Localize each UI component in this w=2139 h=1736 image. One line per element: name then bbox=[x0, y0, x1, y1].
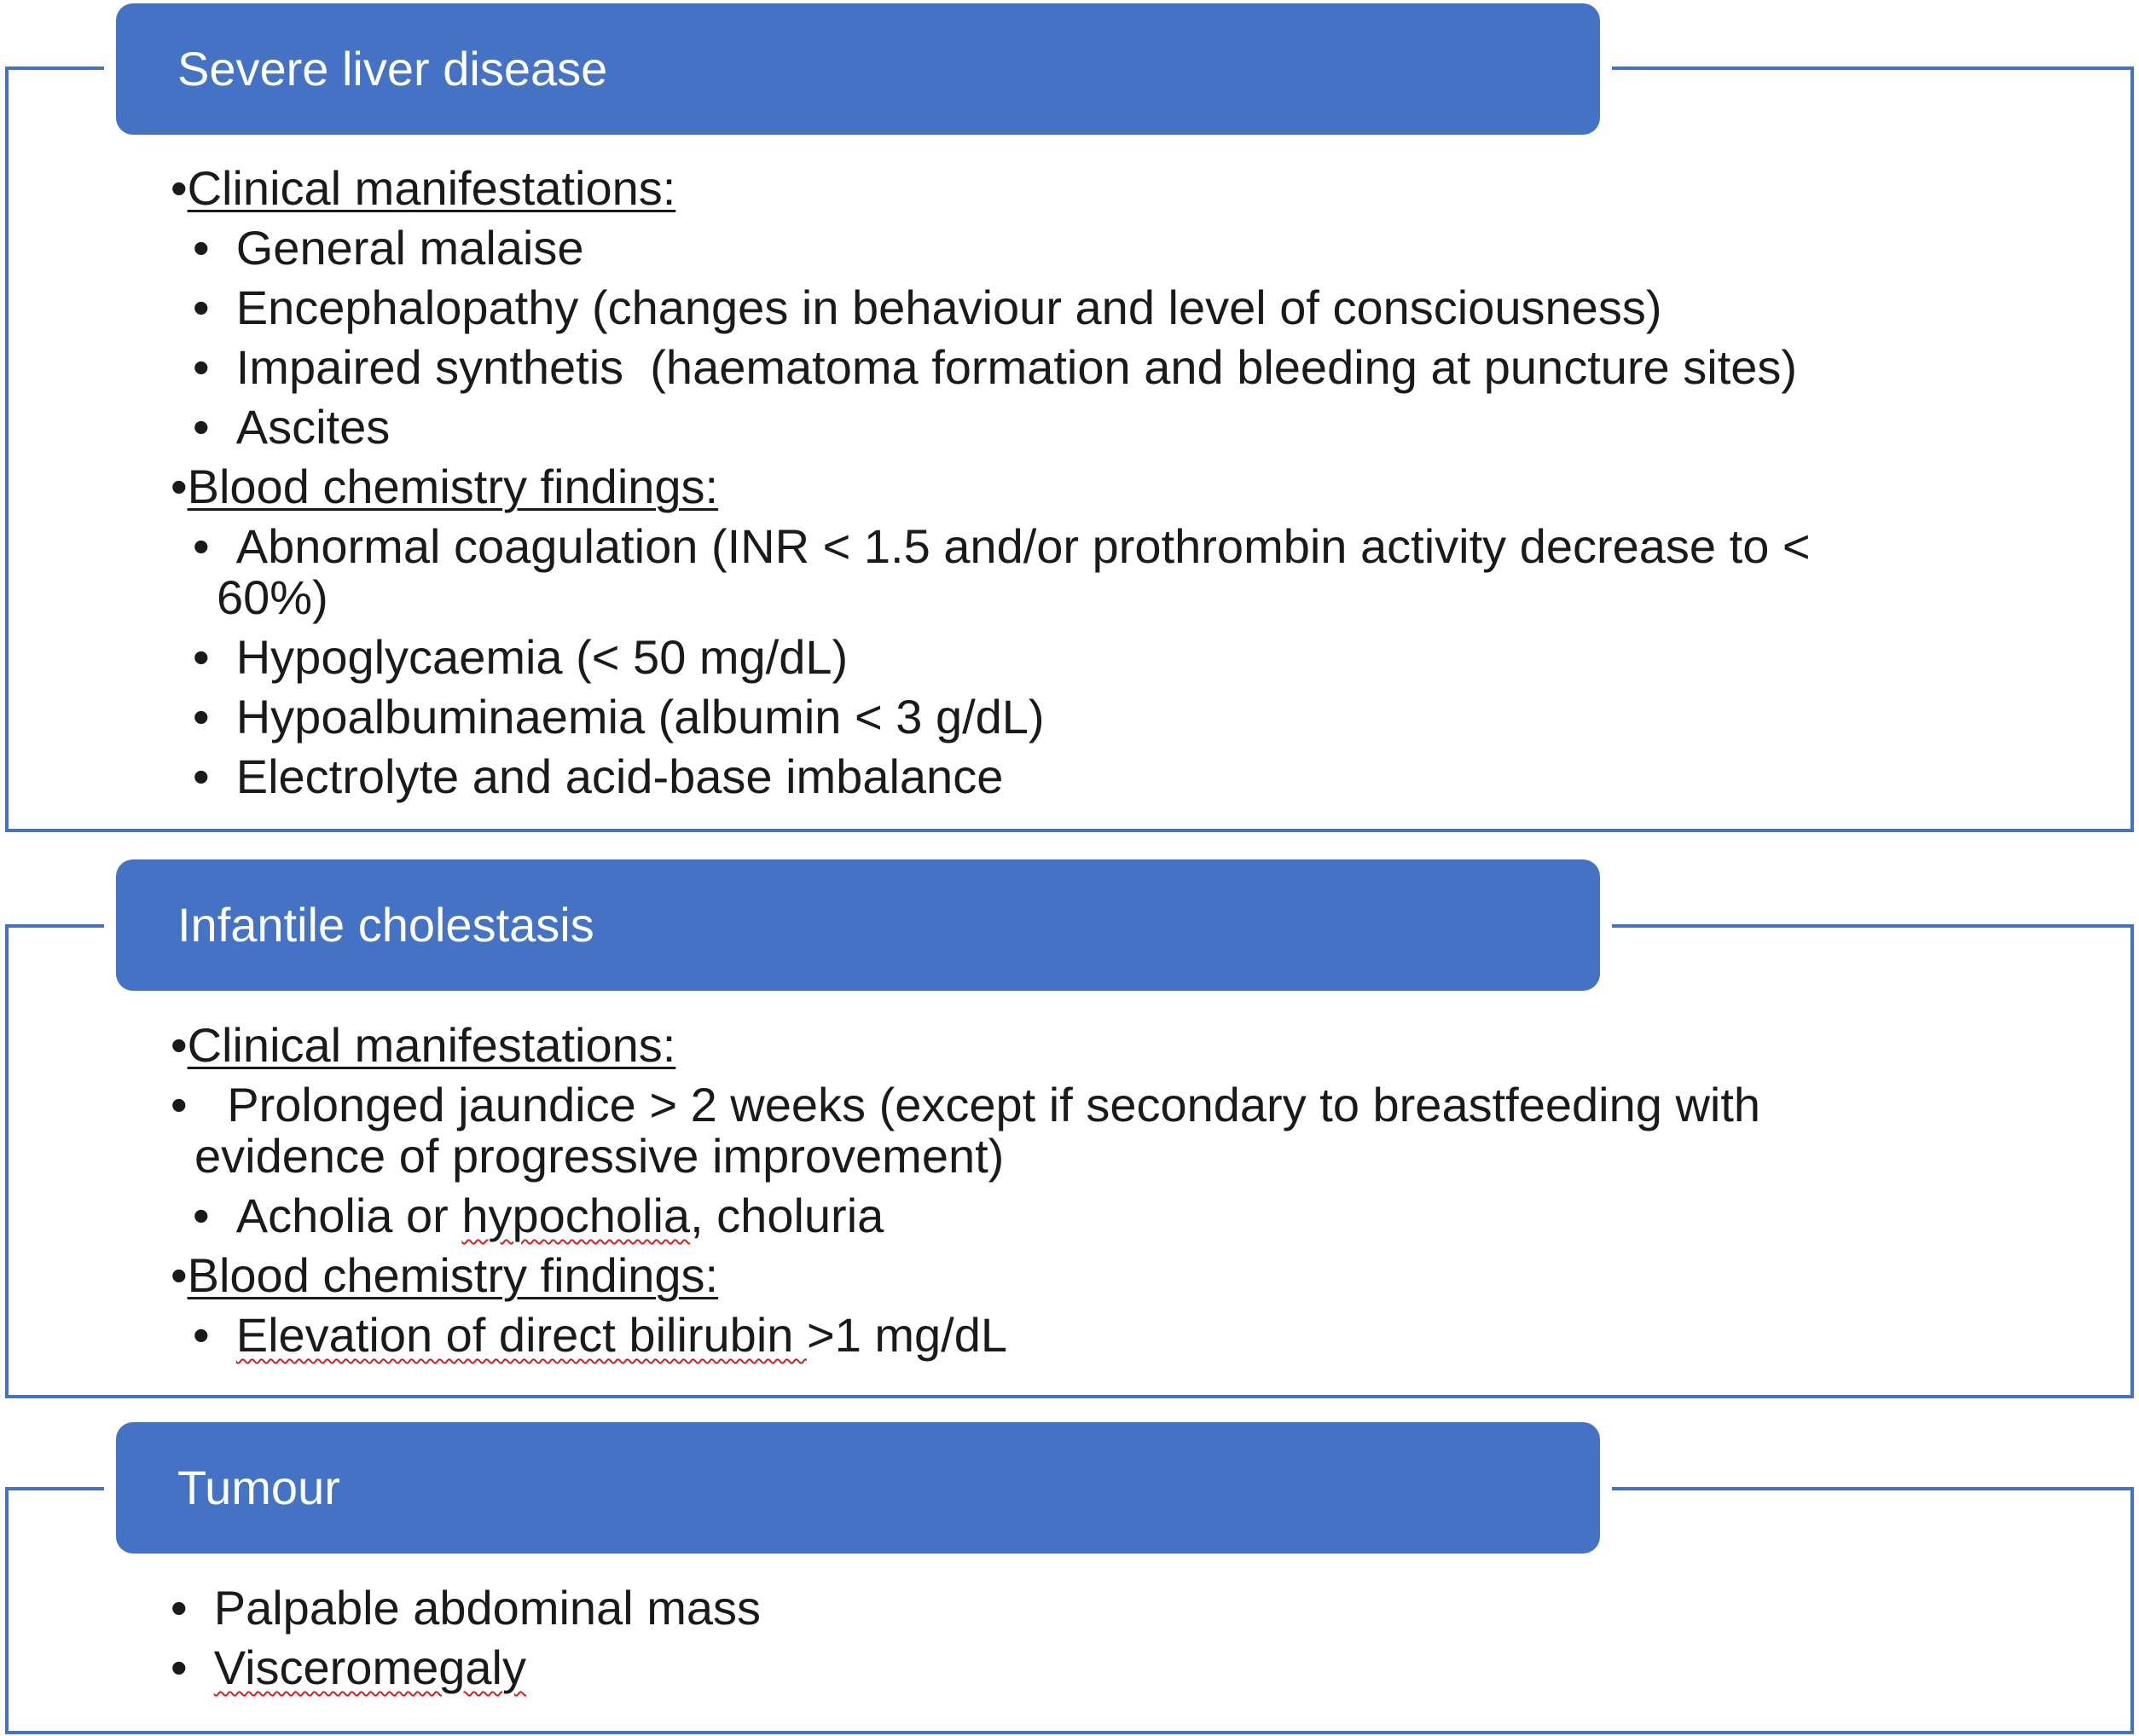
list-item: • General malaise bbox=[193, 221, 584, 275]
list-item-text: Prolonged jaundice > 2 weeks (except if secondary to breastfeeding with bbox=[227, 1078, 1761, 1131]
list-item-text: Electrolyte and acid-base imbalance bbox=[235, 749, 1004, 803]
list-item-text: Hypoglycaemia (< 50 mg/dL) bbox=[235, 630, 849, 684]
section-title: Severe liver disease bbox=[177, 42, 608, 95]
list-item: • Ascites bbox=[193, 400, 391, 454]
list-item: • Encephalopathy (changes in behaviour and level of consciousness) bbox=[193, 281, 1662, 334]
list-item: • Acholia or hypocholia, choluria bbox=[193, 1189, 884, 1242]
group-heading: Clinical manifestations: bbox=[187, 1018, 676, 1072]
group-heading: Blood chemistry findings: bbox=[187, 1248, 719, 1302]
section-title: Tumour bbox=[177, 1461, 340, 1514]
list-item-text: General malaise bbox=[235, 221, 584, 275]
list-item-text: Palpable abdominal mass bbox=[213, 1581, 761, 1635]
spellcheck-word: hypocholia bbox=[461, 1189, 691, 1242]
group-heading: Clinical manifestations: bbox=[187, 161, 676, 215]
list-item-text: Abnormal coagulation (INR < 1.5 and/or prothrombin activity decrease to < bbox=[235, 519, 1811, 573]
group-heading-line: •Blood chemistry findings: bbox=[171, 1248, 719, 1302]
spellcheck-word: Visceromegaly bbox=[213, 1641, 526, 1694]
list-item-continuation bbox=[194, 1126, 1004, 1186]
list-item: • Elevation of direct bilirubin >1 mg/dL bbox=[193, 1308, 1008, 1362]
spellcheck-word: Elevation of direct bilirubin bbox=[235, 1308, 807, 1362]
list-item-text: , choluria bbox=[690, 1189, 884, 1242]
list-item-text: Acholia or bbox=[235, 1189, 462, 1242]
section-title: Infantile cholestasis bbox=[177, 898, 594, 952]
section-severe-liver-disease-header bbox=[116, 3, 1600, 135]
list-item: • Palpable abdominal mass bbox=[171, 1581, 761, 1635]
list-item: • Abnormal coagulation (INR < 1.5 and/or prothrombin activity decrease to < bbox=[193, 519, 1811, 573]
list-item-text: Hypoalbuminaemia (albumin < 3 g/dL) bbox=[235, 690, 1045, 744]
list-item-text: Impaired synthetis (haematoma formation and bleeding at puncture sites) bbox=[235, 340, 1798, 394]
list-item: • Electrolyte and acid-base imbalance bbox=[193, 749, 1004, 803]
group-heading: Blood chemistry findings: bbox=[187, 460, 719, 513]
list-item-text: Encephalopathy (changes in behaviour and level of consciousness) bbox=[235, 281, 1662, 334]
list-item: • Visceromegaly bbox=[171, 1641, 526, 1694]
list-item: • Prolonged jaundice > 2 weeks (except if secondary to breastfeeding with bbox=[171, 1078, 1761, 1131]
section-tumour-header bbox=[116, 1422, 1600, 1554]
group-heading-line: •Blood chemistry findings: bbox=[171, 460, 719, 513]
list-item: • Impaired synthetis (haematoma formation and bleeding at puncture sites) bbox=[193, 340, 1798, 394]
section-infantile-cholestasis-header bbox=[116, 859, 1600, 991]
list-item-continuation bbox=[217, 568, 328, 628]
list-item-text: 60%) bbox=[217, 570, 328, 624]
list-item: • Hypoalbuminaemia (albumin < 3 g/dL) bbox=[193, 690, 1045, 744]
group-heading-line: •Clinical manifestations: bbox=[171, 1018, 676, 1072]
list-item-text: evidence of progressive improvement) bbox=[194, 1129, 1005, 1183]
list-item-text: >1 mg/dL bbox=[806, 1308, 1008, 1362]
list-item: • Hypoglycaemia (< 50 mg/dL) bbox=[193, 630, 849, 684]
group-heading-line: •Clinical manifestations: bbox=[171, 161, 676, 215]
list-item-text: Ascites bbox=[235, 400, 391, 454]
